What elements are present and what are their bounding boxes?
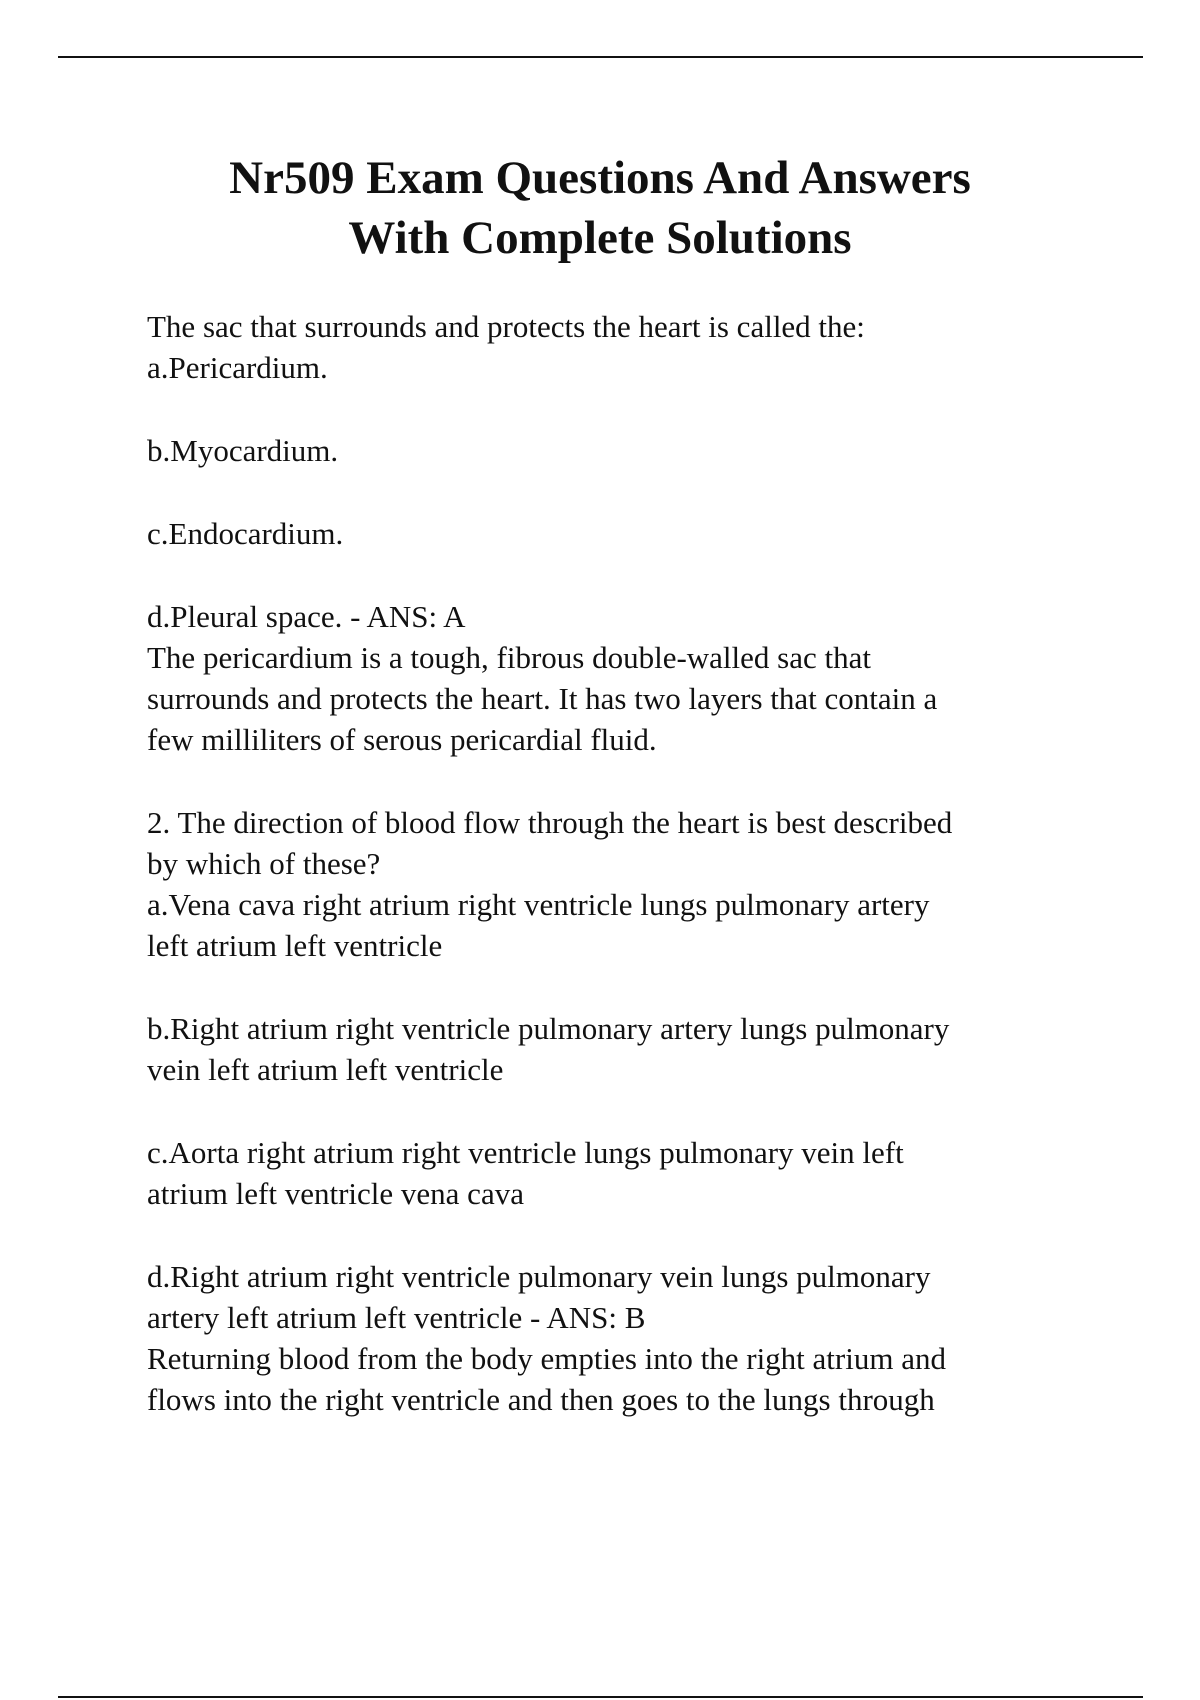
- q2-option-b-line: b.Right atrium right ventricle pulmonary artery lungs pulmonary: [147, 1011, 950, 1046]
- q1-question: The sac that surrounds and protects the heart is called the:: [147, 309, 865, 344]
- spacer: [147, 1090, 1147, 1132]
- q1-rationale-line: The pericardium is a tough, fibrous double-walled sac that: [147, 640, 871, 675]
- title-line-1: Nr509 Exam Questions And Answers: [229, 152, 971, 204]
- header-rule: [58, 56, 1143, 58]
- q2-rationale-line: flows into the right ventricle and then goes to the lungs through: [147, 1382, 935, 1417]
- spacer: [147, 966, 1147, 1008]
- spacer: [147, 554, 1147, 596]
- title-line-2: With Complete Solutions: [348, 212, 852, 264]
- spacer: [147, 1214, 1147, 1256]
- q2-option-c-line: c.Aorta right atrium right ventricle lungs pulmonary vein left: [147, 1135, 904, 1170]
- q2-option-b-line: vein left atrium left ventricle: [147, 1052, 504, 1087]
- q1-option-d-answer: d.Pleural space. - ANS: A: [147, 599, 466, 634]
- q1-option-b: b.Myocardium.: [147, 433, 339, 468]
- q2-option-a-line: left atrium left ventricle: [147, 928, 443, 963]
- spacer: [147, 388, 1147, 430]
- document-body: [147, 306, 1147, 1420]
- q1-option-a: a.Pericardium.: [147, 350, 328, 385]
- q2-option-d-line: d.Right atrium right ventricle pulmonary vein lungs pulmonary: [147, 1259, 931, 1294]
- q2-option-a-line: a.Vena cava right atrium right ventricle lungs pulmonary artery: [147, 887, 930, 922]
- spacer: [147, 471, 1147, 513]
- page-title: [0, 148, 1200, 268]
- q1-rationale-line: surrounds and protects the heart. It has two layers that contain a: [147, 681, 938, 716]
- q2-question-line: 2. The direction of blood flow through the heart is best described: [147, 805, 953, 840]
- q2-option-d-line: artery left atrium left ventricle - ANS: B: [147, 1300, 646, 1335]
- q2-question-line: by which of these?: [147, 846, 381, 881]
- q2-option-c-line: atrium left ventricle vena cava: [147, 1176, 524, 1211]
- q2-rationale-line: Returning blood from the body empties into the right atrium and: [147, 1341, 946, 1376]
- spacer: [147, 760, 1147, 802]
- q1-rationale-line: few milliliters of serous pericardial fluid.: [147, 722, 657, 757]
- footer-rule: [58, 1696, 1143, 1698]
- q1-option-c: c.Endocardium.: [147, 516, 344, 551]
